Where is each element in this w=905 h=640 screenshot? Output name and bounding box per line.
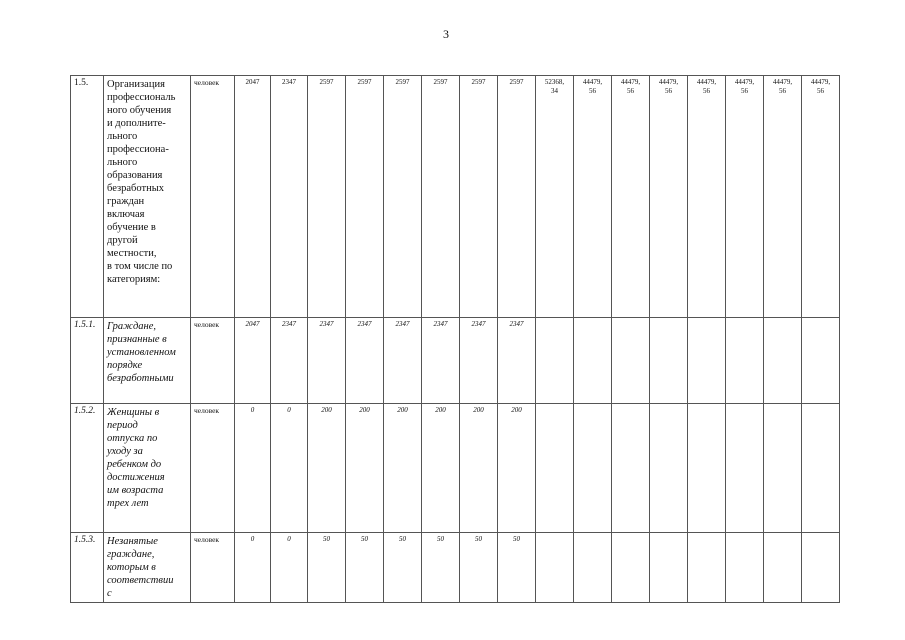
count-cell: 0 [235, 404, 271, 533]
row-number: 1.5.1. [71, 318, 104, 404]
funding-cell [688, 404, 726, 533]
row-name [104, 76, 191, 318]
row-name-text: Граждане, признанные в установленном порядке безработными [107, 321, 176, 384]
count-cell: 2597 [422, 76, 460, 318]
table-row [71, 404, 840, 533]
funding-cell [802, 404, 840, 533]
row-name-text: Организация профессиональ ного обучения и дополните- льного профессиона- льного образования безработных граждан включая обучение в другой местности, в том числе по категориям: [107, 79, 176, 285]
funding-cell [612, 404, 650, 533]
count-cell: 2047 [235, 318, 271, 404]
count-cell: 200 [346, 404, 384, 533]
funding-cell [536, 318, 574, 404]
funding-cell [726, 318, 764, 404]
count-cell: 2347 [308, 318, 346, 404]
row-name [104, 404, 191, 533]
funding-cell: 52368, 34 [536, 76, 574, 318]
count-cell: 0 [271, 404, 308, 533]
count-cell: 50 [384, 533, 422, 603]
count-cell: 200 [384, 404, 422, 533]
funding-cell: 44479, 56 [726, 76, 764, 318]
funding-cell: 44479, 56 [650, 76, 688, 318]
count-cell: 2597 [346, 76, 384, 318]
count-cell: 2347 [271, 318, 308, 404]
count-cell: 50 [498, 533, 536, 603]
count-cell: 2347 [422, 318, 460, 404]
count-cell: 0 [271, 533, 308, 603]
funding-cell: 44479, 56 [688, 76, 726, 318]
funding-cell [536, 533, 574, 603]
row-unit: человек [191, 404, 235, 533]
funding-cell [802, 533, 840, 603]
funding-cell [574, 318, 612, 404]
row-name-text: Женщины в период отпуска по уходу за ребенком до достижения им возраста трех лет [107, 407, 165, 509]
funding-cell [726, 533, 764, 603]
row-name [104, 533, 191, 603]
funding-cell [688, 318, 726, 404]
funding-cell: 44479, 56 [612, 76, 650, 318]
table-row [71, 533, 840, 603]
funding-cell [764, 404, 802, 533]
table-row [71, 76, 840, 318]
count-cell: 200 [422, 404, 460, 533]
count-cell: 200 [308, 404, 346, 533]
count-cell: 50 [422, 533, 460, 603]
row-unit: человек [191, 318, 235, 404]
count-cell: 2047 [235, 76, 271, 318]
count-cell: 50 [308, 533, 346, 603]
count-cell: 2347 [498, 318, 536, 404]
program-table [70, 75, 840, 603]
funding-cell: 44479, 56 [802, 76, 840, 318]
funding-cell [650, 318, 688, 404]
table-row [71, 318, 840, 404]
count-cell: 2347 [460, 318, 498, 404]
row-name-text: Незанятые граждане, которым в соответствии с [107, 536, 174, 599]
funding-cell: 44479, 56 [764, 76, 802, 318]
count-cell: 2347 [346, 318, 384, 404]
count-cell: 2597 [460, 76, 498, 318]
row-number: 1.5. [71, 76, 104, 318]
funding-cell [612, 533, 650, 603]
count-cell: 2597 [384, 76, 422, 318]
funding-cell [536, 404, 574, 533]
funding-cell [650, 533, 688, 603]
count-cell: 2597 [498, 76, 536, 318]
count-cell: 50 [346, 533, 384, 603]
funding-cell [574, 404, 612, 533]
funding-cell: 44479, 56 [574, 76, 612, 318]
row-unit: человек [191, 76, 235, 318]
funding-cell [726, 404, 764, 533]
row-number: 1.5.3. [71, 533, 104, 603]
funding-cell [688, 533, 726, 603]
count-cell: 50 [460, 533, 498, 603]
funding-cell [612, 318, 650, 404]
funding-cell [650, 404, 688, 533]
funding-cell [574, 533, 612, 603]
funding-cell [764, 533, 802, 603]
row-unit: человек [191, 533, 235, 603]
row-number: 1.5.2. [71, 404, 104, 533]
funding-cell [802, 318, 840, 404]
count-cell: 2597 [308, 76, 346, 318]
funding-cell [764, 318, 802, 404]
count-cell: 2347 [271, 76, 308, 318]
row-name [104, 318, 191, 404]
page-number: 3 [443, 27, 449, 41]
count-cell: 200 [460, 404, 498, 533]
count-cell: 200 [498, 404, 536, 533]
count-cell: 0 [235, 533, 271, 603]
count-cell: 2347 [384, 318, 422, 404]
